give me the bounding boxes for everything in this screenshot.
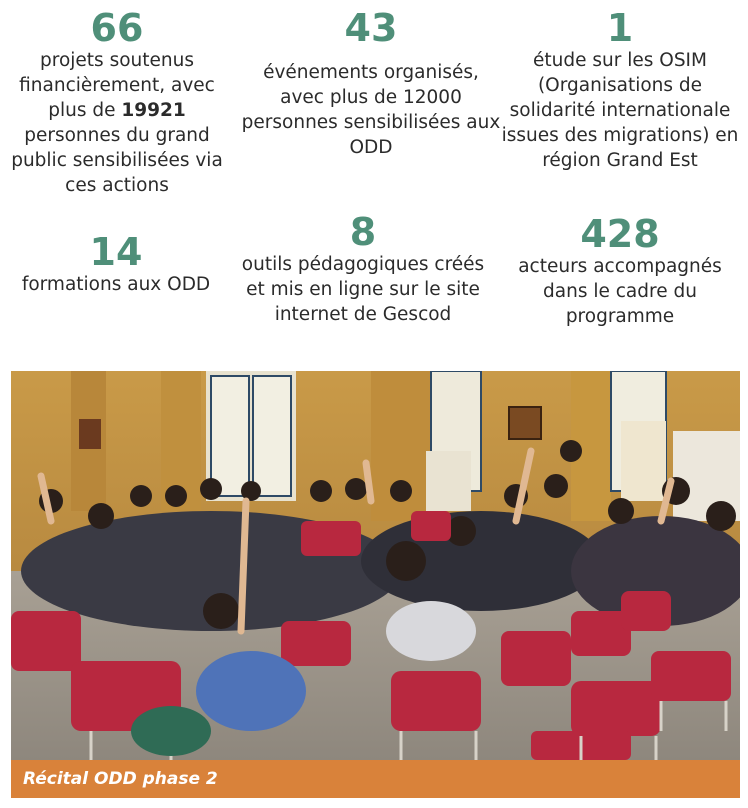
stat-number: 1 xyxy=(606,6,634,50)
stat-text: événements organisés, avec plus de 12000 personnes sensibilisées aux ODD xyxy=(241,62,501,158)
stat-projects xyxy=(0,8,234,198)
stat-text: outils pédagogiques créés et mis en ligne sur le site internet de Gescod xyxy=(241,254,485,325)
stat-text-part: personnes du grand public sensibilisées via ces actions xyxy=(11,125,223,196)
stat-number: 66 xyxy=(90,6,144,50)
stat-text xyxy=(0,48,234,198)
stat-study xyxy=(496,8,744,173)
stat-text-part: projets soutenus financièrement, avec plus de xyxy=(19,50,215,121)
stat-number: 8 xyxy=(349,210,377,254)
stat-text: formations aux ODD xyxy=(21,274,211,295)
stat-trainings xyxy=(0,232,232,297)
stat-number: 14 xyxy=(89,230,143,274)
stat-number: 43 xyxy=(344,6,398,50)
stat-tools xyxy=(232,212,494,327)
stat-text: étude sur les OSIM (Organisations de solidarité internationale issues des migrations) en région Grand Est xyxy=(501,50,739,171)
event-photo xyxy=(11,371,740,760)
stat-number: 428 xyxy=(580,212,660,256)
stat-text-bold: 19921 xyxy=(121,100,186,121)
stat-actors xyxy=(496,214,744,329)
photo-caption: Récital ODD phase 2 xyxy=(11,760,740,798)
stat-events xyxy=(240,8,502,160)
stat-text: acteurs accompagnés dans le cadre du programme xyxy=(518,256,722,327)
